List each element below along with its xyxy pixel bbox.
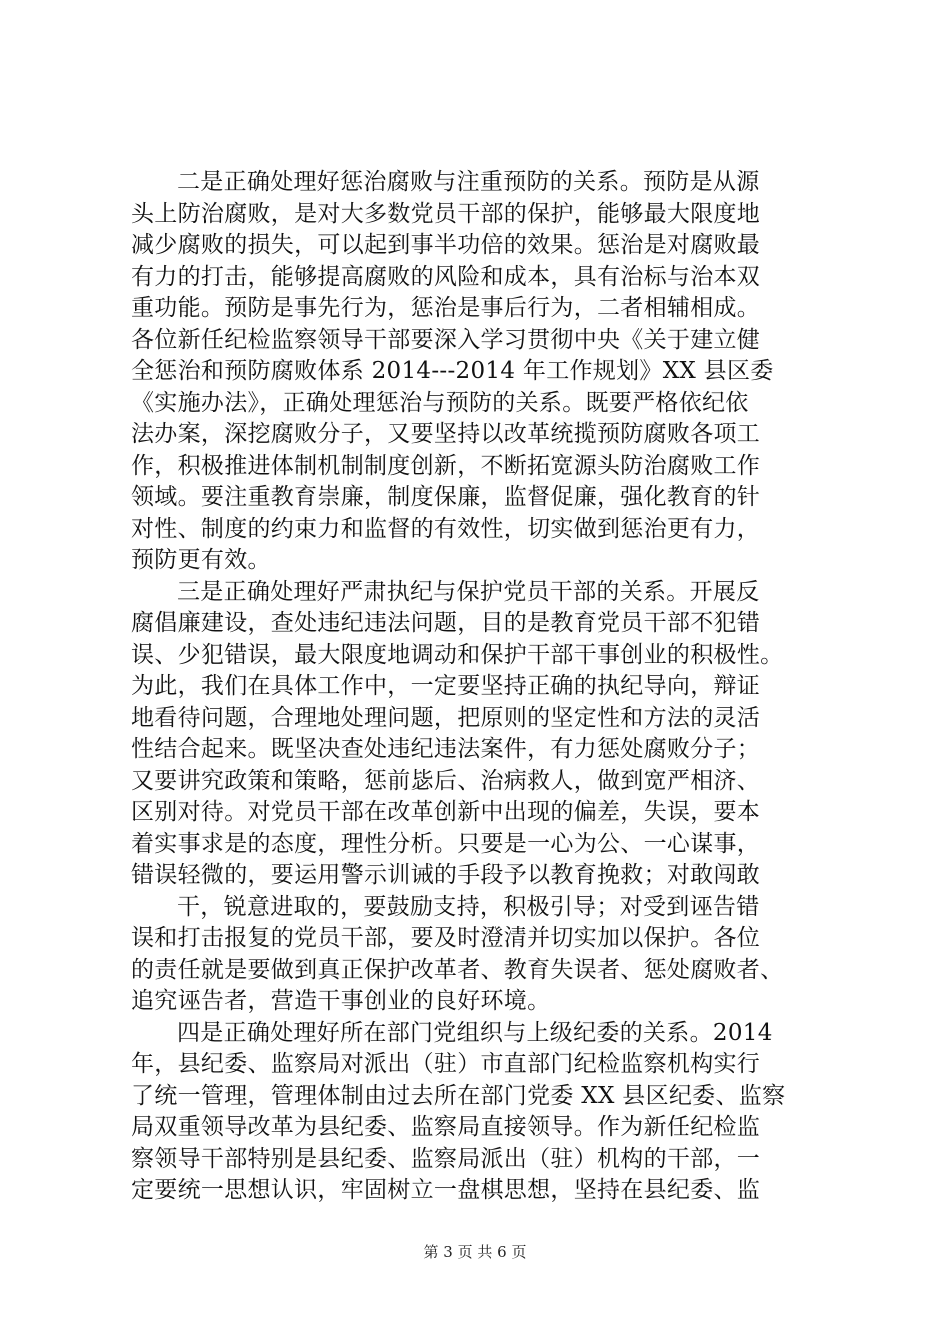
text-line: 作，积极推进体制机制制度创新，不断拓宽源头防治腐败工作	[131, 452, 761, 479]
text-line: 又要讲究政策和策略，惩前毖后、治病救人，做到宽严相济、	[131, 767, 761, 794]
text-line: 察领导干部特别是县纪委、监察局派出（驻）机构的干部，一	[131, 1145, 761, 1172]
text-line: 区别对待。对党员干部在改革创新中出现的偏差，失误，要本	[131, 799, 761, 825]
text-line: 定要统一思想认识，牢固树立一盘棋思想，坚持在县纪委、监	[131, 1177, 761, 1203]
text-line: 错误轻微的，要运用警示训诫的手段予以教育挽救；对敢闯敢	[131, 862, 761, 888]
text-line: 了统一管理，管理体制由过去所在部门党委 XX 县区纪委、监察	[131, 1082, 786, 1109]
text-line: 着实事求是的态度，理性分析。只要是一心为公、一心谋事，	[131, 830, 761, 857]
text-line: 干，锐意进取的，要鼓励支持，积极引导；对受到诬告错	[177, 893, 760, 920]
text-line: 二是正确处理好惩治腐败与注重预防的关系。预防是从源	[177, 169, 760, 195]
text-line: 误、少犯错误，最大限度地调动和保护干部干事创业的积极性。	[131, 641, 784, 668]
text-line: 各位新任纪检监察领导干部要深入学习贯彻中央《关于建立健	[131, 326, 761, 353]
text-line: 四是正确处理好所在部门党组织与上级纪委的关系。2014	[177, 1019, 773, 1046]
page-footer: 第 3 页 共 6 页	[423, 1243, 527, 1261]
text-line: 误和打击报复的党员干部，要及时澄清并切实加以保护。各位	[131, 925, 761, 951]
text-line: 头上防治腐败，是对大多数党员干部的保护，能够最大限度地	[131, 200, 761, 227]
text-line: 为此，我们在具体工作中，一定要坚持正确的执纪导向，辩证	[131, 673, 761, 699]
text-line: 重功能。预防是事先行为，惩治是事后行为，二者相辅相成。	[131, 295, 761, 321]
text-line: 三是正确处理好严肃执纪与保护党员干部的关系。开展反	[177, 578, 760, 605]
text-line: 地看待问题，合理地处理问题，把原则的坚定性和方法的灵活	[131, 704, 761, 731]
text-line: 有力的打击，能够提高腐败的风险和成本，具有治标与治本双	[131, 263, 761, 290]
text-line: 的责任就是要做到真正保护改革者、教育失误者、惩处腐败者、	[131, 956, 784, 983]
text-line: 性结合起来。既坚决查处违纪违法案件，有力惩处腐败分子；	[131, 736, 761, 762]
text-line: 法办案，深挖腐败分子，又要坚持以改革统揽预防腐败各项工	[131, 421, 761, 447]
text-line: 对性、制度的约束力和监督的有效性，切实做到惩治更有力，	[131, 515, 761, 542]
text-line: 腐倡廉建设，查处违纪违法问题，目的是教育党员干部不犯错	[131, 610, 761, 636]
body-text	[131, 167, 831, 1207]
text-line: 减少腐败的损失，可以起到事半功倍的效果。惩治是对腐败最	[131, 232, 761, 258]
text-line: 局双重领导改革为县纪委、监察局直接领导。作为新任纪检监	[131, 1114, 761, 1140]
text-line: 预防更有效。	[131, 547, 271, 573]
text-line: 领域。要注重教育崇廉，制度保廉，监督促廉，强化教育的针	[131, 484, 761, 510]
text-line: 《实施办法》，正确处理惩治与预防的关系。既要严格依纪依	[131, 389, 749, 416]
text-line: 追究诬告者，营造干事创业的良好环境。	[131, 988, 551, 1014]
text-line: 年，县纪委、监察局对派出（驻）市直部门纪检监察机构实行	[131, 1051, 761, 1077]
text-line: 全惩治和预防腐败体系 2014---2014 年工作规划》XX 县区委	[131, 358, 774, 384]
